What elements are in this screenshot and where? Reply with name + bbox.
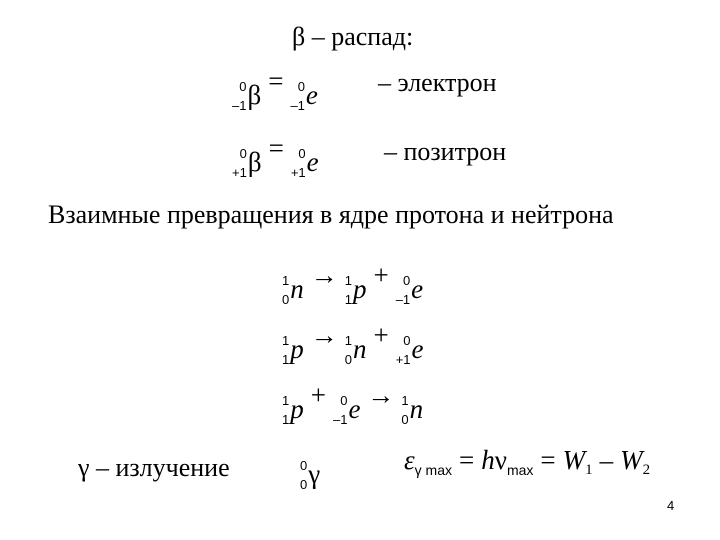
page-title: β – распад:	[292, 22, 414, 51]
reaction-neutron-decay: 1 0 n → 1 1 p + 0 –1 e	[282, 260, 424, 307]
positron-label: – позитрон	[384, 137, 507, 166]
nuclide-beta: 0 –1 β	[232, 79, 262, 113]
nuclide-positron: 0 +1 e	[290, 146, 319, 180]
nuclide-positron: 0 +1 e	[395, 333, 424, 367]
nuclide-neutron: 1 0 n	[401, 393, 424, 427]
nuclide-electron: 0 –1 e	[332, 393, 361, 427]
nuclide-neutron: 1 0 n	[344, 333, 367, 367]
nuclide-neutron: 1 0 n	[282, 273, 304, 307]
arrow: →	[310, 320, 338, 350]
gamma-nuclide: 0 0 γ	[300, 458, 321, 492]
gamma-energy-equation: $\varepsilon_{\gamma max} = h\nu_{max} = W_1 - W_2$	[404, 445, 651, 478]
nuclide-proton: 1 1 p	[282, 333, 304, 367]
reaction-proton-decay: 1 1 p → 1 0 n + 0 +1 e	[282, 320, 424, 367]
nuclide-proton: 1 1 p	[282, 393, 304, 427]
electron-label: – электрон	[378, 68, 497, 97]
nuclide-proton: 1 1 p	[344, 273, 367, 307]
arrow: →	[367, 380, 395, 410]
nuclide-electron: 0 –1 e	[290, 79, 318, 113]
page-number: 4	[667, 498, 675, 513]
section-heading: Взаимные превращения в ядре протона и нейтрона	[48, 200, 614, 229]
nuclide-beta: 0 +1 β	[232, 146, 262, 180]
arrow: →	[310, 260, 338, 290]
beta-minus-equation: 0 –1 β = 0 –1 e	[232, 66, 318, 113]
reaction-electron-capture: 1 1 p + 0 –1 e → 1 0 n	[282, 380, 424, 427]
nuclide-electron: 0 –1 e	[395, 273, 424, 307]
gamma-label: γ – излучение	[78, 453, 230, 482]
beta-plus-equation: 0 +1 β = 0 +1 e	[232, 133, 319, 180]
